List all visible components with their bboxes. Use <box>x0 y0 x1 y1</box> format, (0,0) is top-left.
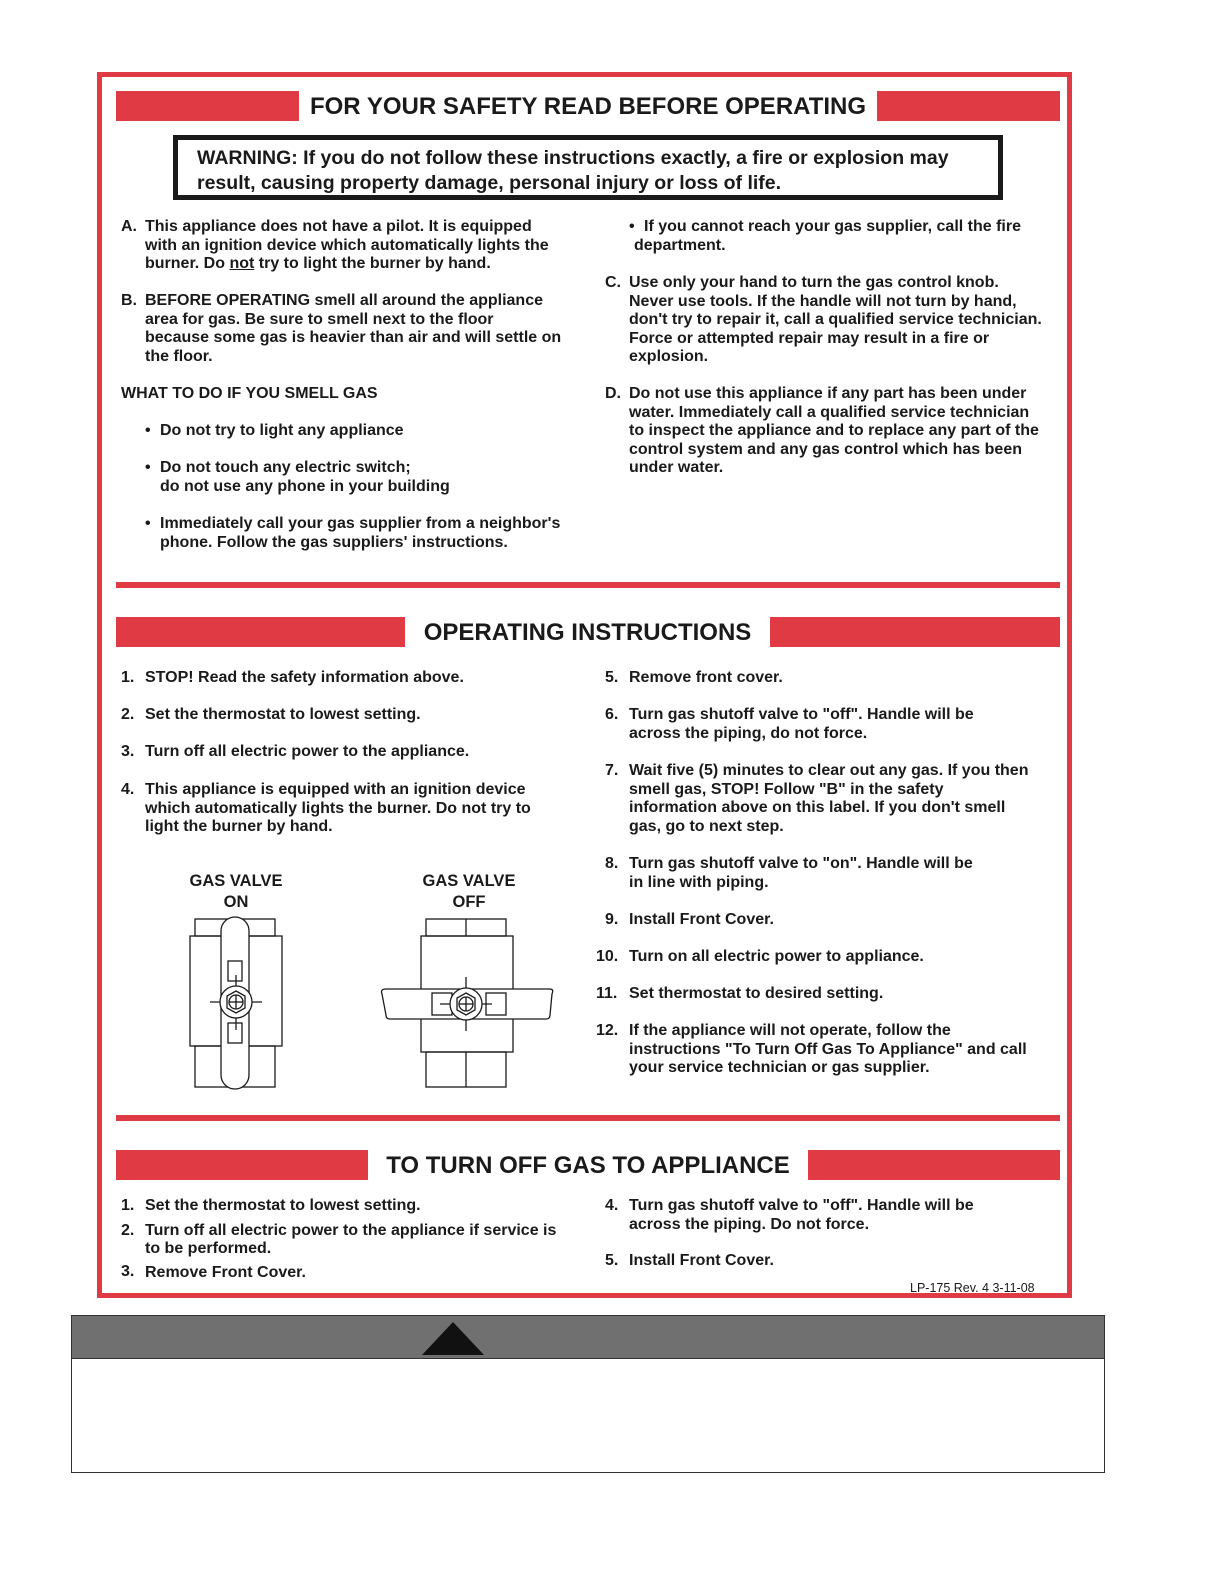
step-7-line: information above on this label. If you don't smell <box>629 799 1006 817</box>
item-b-line: the floor. <box>145 347 213 365</box>
item-d-line: water. Immediately call a qualified service technician <box>629 403 1030 421</box>
step-number: 7. <box>605 762 619 779</box>
item-b-line: because some gas is heavier than air and will settle on <box>145 329 562 347</box>
item-d-line: Do not use this appliance if any part has been under <box>629 385 1027 402</box>
valve-off-label <box>389 871 549 913</box>
step-number: 9. <box>605 911 619 928</box>
turnoff-step-4 <box>629 1197 974 1234</box>
step-6-line: across the piping, do not force. <box>629 724 868 742</box>
step-4-line: light the burner by hand. <box>145 818 333 836</box>
bullet-3-line: Immediately call your gas supplier from a neighbor's <box>160 515 561 532</box>
item-d-line: under water. <box>629 459 724 477</box>
step-number: 4. <box>121 781 135 798</box>
step-7-line: Wait five (5) minutes to clear out any gas. If you then <box>629 762 1029 779</box>
step-4-line: which automatically lights the burner. Do not try to <box>145 799 531 817</box>
item-c <box>629 274 1042 367</box>
bullet-3-line: phone. Follow the gas suppliers' instructions. <box>160 533 508 551</box>
item-b <box>145 292 561 366</box>
step-8 <box>629 855 973 892</box>
step-number: 1. <box>121 669 135 686</box>
header-bar-right <box>808 1150 1060 1180</box>
item-d-letter: D. <box>605 385 621 402</box>
turnoff-step-2 <box>145 1222 556 1257</box>
step-12-line: your service technician or gas supplier. <box>629 1059 930 1077</box>
bullet-4 <box>634 218 1021 255</box>
bullet-2-line: Do not touch any electric switch; <box>160 459 411 476</box>
step-12 <box>629 1022 1027 1078</box>
safety-title: FOR YOUR SAFETY READ BEFORE OPERATING <box>309 93 867 120</box>
item-a-letter: A. <box>121 218 137 235</box>
item-a-line: This appliance does not have a pilot. It is equipped <box>145 218 532 235</box>
bullet-4-line: department. <box>634 236 726 254</box>
item-b-letter: B. <box>121 292 137 309</box>
turnoff-title: TO TURN OFF GAS TO APPLIANCE <box>386 1152 790 1179</box>
step-10: Turn on all electric power to appliance. <box>629 948 924 965</box>
turnoff-step-1: Set the thermostat to lowest setting. <box>145 1197 421 1214</box>
item-a-line: burner. Do not try to light the burner by hand. <box>145 255 491 273</box>
item-c-line: Never use tools. If the handle will not turn by hand, <box>629 292 1017 310</box>
valve-off-label-line: GAS VALVE <box>422 872 516 890</box>
step-12-line: instructions "To Turn Off Gas To Appliance" and call <box>629 1040 1027 1058</box>
bullet-3 <box>160 515 560 552</box>
step-1: STOP! Read the safety information above. <box>145 669 464 686</box>
caution-box <box>71 1315 1105 1473</box>
header-bar-left <box>116 617 405 647</box>
item-c-line: explosion. <box>629 348 709 366</box>
step-number: 5. <box>605 1252 619 1269</box>
warning-box <box>173 135 1003 200</box>
section-divider <box>116 582 1060 588</box>
item-d <box>629 385 1039 478</box>
step-8-line: Turn gas shutoff valve to "on". Handle will be <box>629 855 973 872</box>
step-11: Set thermostat to desired setting. <box>629 985 884 1002</box>
gas-valve-off-diagram <box>380 915 556 1091</box>
valve-on-label-line: GAS VALVE <box>189 872 283 890</box>
section-divider <box>116 1115 1060 1121</box>
turnoff-step-2-line: Turn off all electric power to the appliance if service is <box>145 1222 557 1239</box>
turnoff-step-4-line: across the piping. Do not force. <box>629 1215 870 1233</box>
step-4 <box>145 781 531 837</box>
item-a <box>145 218 549 274</box>
step-7 <box>629 762 1028 836</box>
step-number: 4. <box>605 1197 619 1214</box>
step-number: 2. <box>121 1222 135 1239</box>
header-bar-left <box>116 1150 368 1180</box>
step-3: Turn off all electric power to the appliance. <box>145 743 470 760</box>
turnoff-step-4-line: Turn gas shutoff valve to "off". Handle will be <box>629 1197 974 1214</box>
valve-on-label-line: ON <box>223 893 249 911</box>
bullet-dot: • <box>145 515 151 532</box>
header-bar-left <box>116 91 299 121</box>
step-number: 6. <box>605 706 619 723</box>
step-number: 5. <box>605 669 619 686</box>
bullet-dot: • <box>145 422 151 439</box>
warning-triangle-icon <box>421 1321 485 1356</box>
gas-valve-on-diagram <box>185 915 287 1091</box>
bullet-4-line: If you cannot reach your gas supplier, call the fire <box>644 218 1021 235</box>
step-6 <box>629 706 974 743</box>
step-number: 2. <box>121 706 135 723</box>
bullet-2 <box>160 459 450 496</box>
step-number: 10. <box>596 948 619 965</box>
step-5: Remove front cover. <box>629 669 783 686</box>
item-d-line: control system and any gas control which has been <box>629 440 1022 458</box>
item-c-line: Force or attempted repair may result in a fire or <box>629 329 990 347</box>
item-b-line: BEFORE OPERATING smell all around the appliance <box>145 292 543 309</box>
bullet-1: Do not try to light any appliance <box>160 422 404 439</box>
turnoff-step-5: Install Front Cover. <box>629 1252 774 1269</box>
item-d-line: to inspect the appliance and to replace any part of the <box>629 422 1039 440</box>
item-c-letter: C. <box>605 274 621 291</box>
valve-off-label-line: OFF <box>452 893 486 911</box>
step-6-line: Turn gas shutoff valve to "off". Handle will be <box>629 706 974 723</box>
turnoff-step-3: Remove Front Cover. <box>145 1264 306 1281</box>
step-number: 3. <box>121 743 135 760</box>
step-4-line: This appliance is equipped with an ignition device <box>145 781 526 798</box>
bullet-dot: • <box>145 459 151 476</box>
turnoff-step-2-line: to be performed. <box>145 1239 272 1257</box>
item-c-line: don't try to repair it, call a qualified service technician. <box>629 311 1042 329</box>
step-number: 12. <box>596 1022 619 1039</box>
caution-header-bar <box>72 1316 1104 1359</box>
item-b-line: area for gas. Be sure to smell next to the floor <box>145 310 494 328</box>
step-12-line: If the appliance will not operate, follow the <box>629 1022 951 1039</box>
warning-line-1: WARNING: If you do not follow these instructions exactly, a fire or explosion may <box>197 147 949 169</box>
header-bar-right <box>770 617 1060 647</box>
step-number: 8. <box>605 855 619 872</box>
step-8-line: in line with piping. <box>629 873 769 891</box>
valve-on-label <box>156 871 316 913</box>
item-c-line: Use only your hand to turn the gas control knob. <box>629 274 999 291</box>
header-bar-right <box>877 91 1060 121</box>
bullet-2-line: do not use any phone in your building <box>160 477 450 495</box>
step-2: Set the thermostat to lowest setting. <box>145 706 421 723</box>
operating-title: OPERATING INSTRUCTIONS <box>423 619 752 646</box>
step-7-line: gas, go to next step. <box>629 817 784 835</box>
step-number: 3. <box>121 1263 135 1280</box>
label-code: LP-175 Rev. 4 3-11-08 <box>910 1281 1035 1295</box>
step-7-line: smell gas, STOP! Follow "B" in the safety <box>629 780 944 798</box>
smell-gas-heading: WHAT TO DO IF YOU SMELL GAS <box>121 385 378 402</box>
bullet-dot: • <box>629 218 635 235</box>
item-a-line: with an ignition device which automatically lights the <box>145 236 549 254</box>
step-9: Install Front Cover. <box>629 911 774 928</box>
step-number: 1. <box>121 1197 135 1214</box>
warning-line-2: result, causing property damage, personal injury or loss of life. <box>197 172 782 194</box>
step-number: 11. <box>596 985 618 1002</box>
